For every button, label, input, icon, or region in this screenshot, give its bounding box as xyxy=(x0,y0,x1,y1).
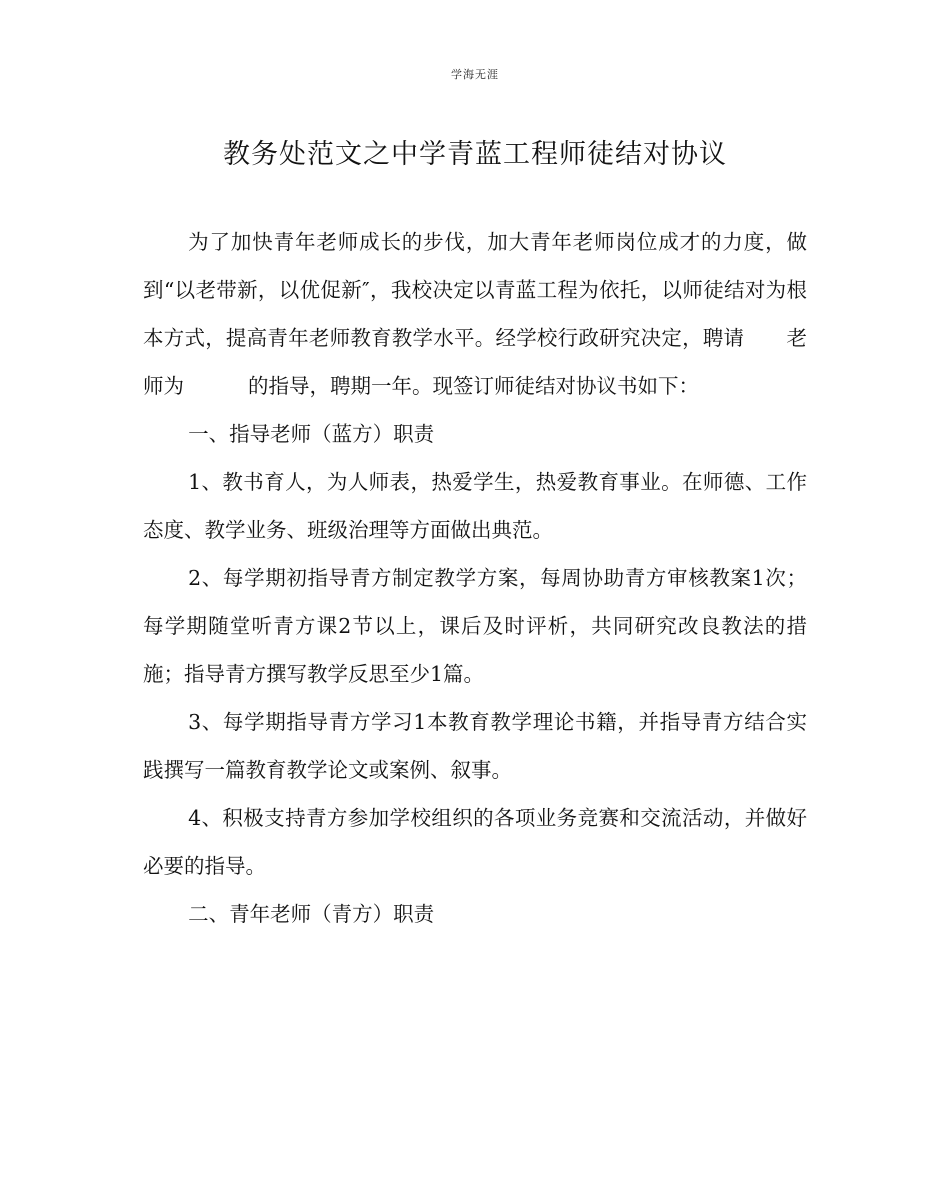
intro-text-part2: 老师为 xyxy=(143,326,807,398)
section1-item-1: 1、教书育人，为人师表，热爱学生，热爱教育事业。在师德、工作态度、教学业务、班级治理等方面做出典范。 xyxy=(143,470,807,542)
intro-text-part1: 为了加快青年老师成长的步伐，加大青年老师岗位成才的力度，做到“以老带新，以优促新″，我校决定以青蓝工程为依托，以师徒结对为根本方式，提高青年老师教育教学水平。经学校行政研究决定，聘请 xyxy=(143,230,807,350)
document-body xyxy=(143,218,807,938)
section1-heading: 一、指导老师（蓝方）职责 xyxy=(188,422,435,446)
section1-item-2: 2、每学期初指导青方制定教学方案，每周协助青方审核教案1次；每学期随堂听青方课2节以上，课后及时评析，共同研究改良教法的措施；指导青方撰写教学反思至少1篇。 xyxy=(143,566,807,686)
intro-paragraph xyxy=(143,218,807,410)
section2-heading: 二、青年老师（青方）职责 xyxy=(188,902,435,926)
document-title: 教务处范文之中学青蓝工程师徒结对协议 xyxy=(223,139,727,170)
section1-item-3: 3、每学期指导青方学习1本教育教学理论书籍，并指导青方结合实践撰写一篇教育教学论文或案例、叙事。 xyxy=(143,710,807,782)
section1-item-4: 4、积极支持青方参加学校组织的各项业务竞赛和交流活动，并做好必要的指导。 xyxy=(143,806,807,878)
page-header: 学海无涯 xyxy=(451,68,499,81)
intro-text-part3: 的指导，聘期一年。现签订师徒结对协议书如下： xyxy=(248,374,699,398)
